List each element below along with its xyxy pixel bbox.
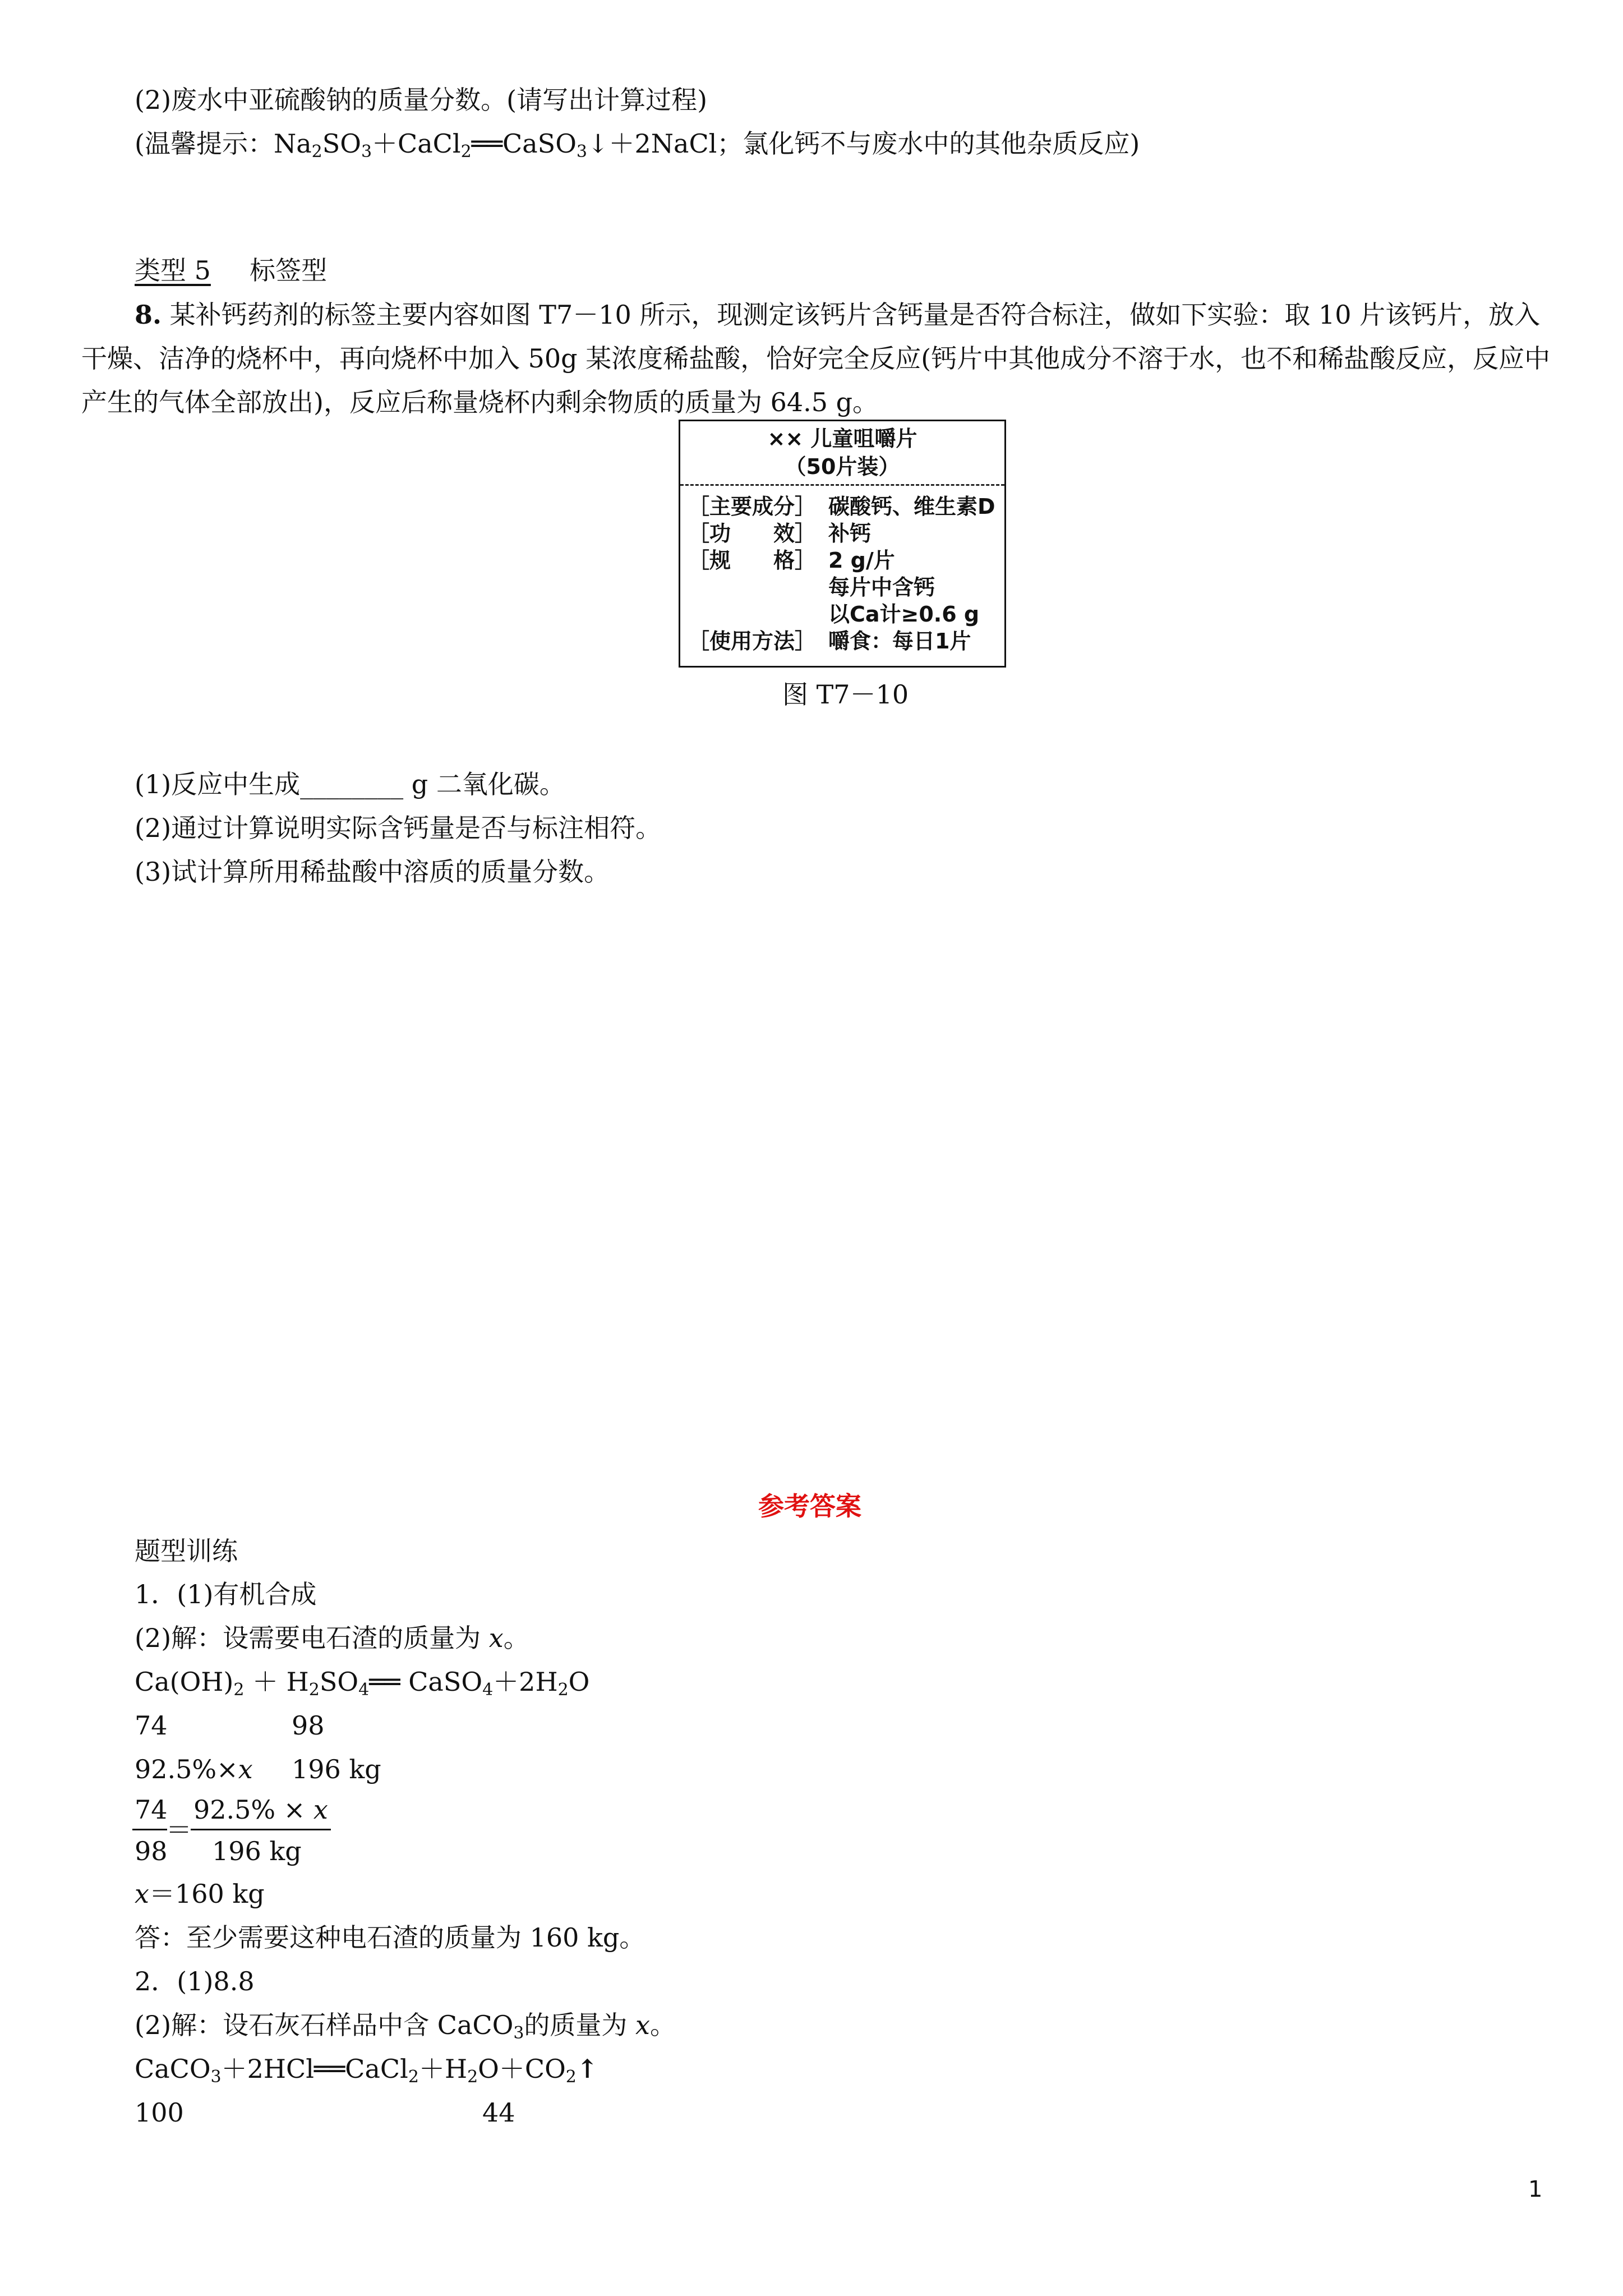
page-number: 1 (1528, 2177, 1543, 2202)
subquestion-3: (3)试计算所用稀盐酸中溶质的质量分数。 (135, 857, 610, 887)
molar-mass-2: 98 (292, 1710, 325, 1741)
fraction-right-denominator: 196 kg (212, 1836, 302, 1866)
label-row: ［规 格］ 2 g/片 (688, 548, 895, 573)
answer-1-2-intro: (2)解：设需要电石渣的质量为 x。 (135, 1623, 529, 1653)
molar-mass-4: 44 (482, 2097, 515, 2128)
label-title: ×× 儿童咀嚼片 (767, 426, 917, 451)
molar-mass-1: 74 (135, 1710, 168, 1741)
label-row: ［主要成分］ 碳酸钙、维生素D (688, 494, 995, 519)
answer-2-2-intro: (2)解：设石灰石样品中含 CaCO$_3$的质量为 x。 (135, 2010, 676, 2043)
molar-mass-3: 100 (135, 2097, 184, 2128)
section-type-label: 类型 5 (135, 255, 211, 286)
figure-caption: 图 T7－10 (782, 679, 909, 710)
medicine-label-figure (679, 420, 1006, 668)
label-row: ［功 效］ 补钙 (688, 521, 872, 546)
hint-line: (温馨提示：$Na_2SO_3+CaCl_2══CaSO_3↓+2NaCl$；氯化钙不与废水中的其他杂质反应) (135, 128, 1140, 162)
equals-sign: ＝ (166, 1815, 192, 1845)
ratio-right: 196 kg (292, 1754, 381, 1784)
label-row: ［使用方法］ 嚼食：每日1片 (688, 629, 971, 654)
fraction-bar-left (132, 1829, 167, 1830)
label-row: 以Ca计≥0.6 g (828, 602, 980, 627)
section-type-name: 标签型 (250, 255, 328, 286)
answer-1-conclusion: 答：至少需要这种电石渣的质量为 160 kg。 (135, 1922, 645, 1953)
fraction-bar-right (191, 1829, 331, 1830)
equation-1: $Ca(OH)_2$ ＋ $H_2SO_4══$ $CaSO_4+2H_2O$ (135, 1667, 590, 1700)
fraction-left-denominator: 98 (135, 1836, 168, 1866)
problem-number: 8. (135, 300, 162, 330)
answers-heading: 参考答案 (758, 1491, 861, 1521)
subquestion-2: (2)通过计算说明实际含钙量是否与标注相符。 (135, 813, 662, 843)
result-line: x＝160 kg (135, 1879, 265, 1909)
question-2-text: (2)废水中亚硫酸钠的质量分数。(请写出计算过程) (135, 85, 708, 115)
ratio-left: 92.5%×x (135, 1754, 253, 1784)
fraction-right-numerator: 92.5% × x (193, 1795, 328, 1825)
answer-2-1: 2．(1)8.8 (135, 1966, 255, 1996)
problem-8 (81, 293, 1551, 424)
problem-text: 某补钙药剂的标签主要内容如图 T7－10 所示，现测定该钙片含钙量是否符合标注，做如下实验：取 10 片该钙片，放入干燥、洁净的烧杯中，再向烧杯中加入 50g 某浓度稀盐酸，恰好完全反应(钙片中其他成分不溶于水，也不和稀盐酸反应，反应中产生的气体全部放出)，反应后称量烧杯内剩余物质的质量为 64.5 g。 (81, 300, 1551, 417)
label-row: 每片中含钙 (828, 575, 935, 600)
subquestion-1: (1)反应中生成________ g 二氧化碳。 (135, 769, 565, 799)
label-subtitle: （50片装） (785, 454, 900, 479)
answers-section: 题型训练 (135, 1536, 238, 1566)
fraction-left-numerator: 74 (135, 1795, 168, 1825)
answer-1-1: 1．(1)有机合成 (135, 1579, 317, 1609)
label-divider (680, 484, 1004, 486)
section-header (135, 254, 327, 287)
equation-2: $CaCO_3+2HCl══CaCl_2+H_2O+CO_2↑$ (135, 2054, 598, 2087)
